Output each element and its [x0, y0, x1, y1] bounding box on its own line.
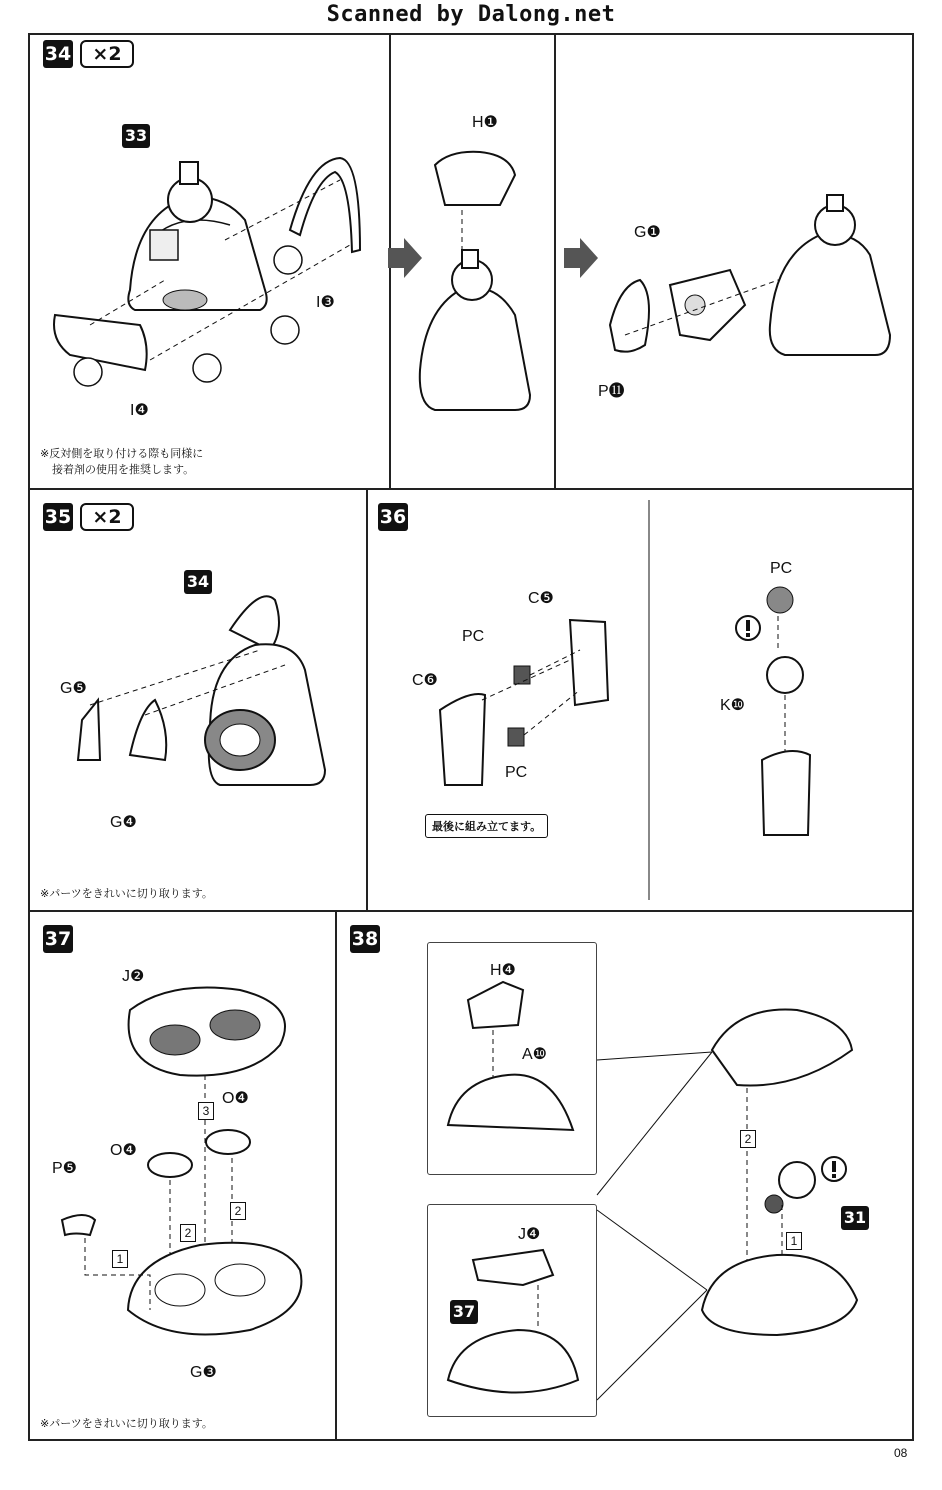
- part-label-a10: A❿: [522, 1046, 548, 1063]
- seq-marker-3: 3: [198, 1102, 214, 1120]
- seq-marker-1: 1: [112, 1250, 128, 1268]
- scan-credit: Scanned by Dalong.net: [326, 2, 616, 27]
- step-34-number: 34: [43, 40, 73, 68]
- part-label-o4-b: O❹: [110, 1142, 137, 1159]
- caution-icon: [820, 1155, 848, 1183]
- step-35-multiplier: ×2: [80, 503, 134, 531]
- part-label-j4: J❹: [518, 1226, 541, 1243]
- row-divider-2: [28, 910, 914, 912]
- step-37-number: 37: [43, 925, 73, 953]
- step-38-drawing-main: [597, 990, 917, 1490]
- step-34-note-line1: ※反対側を取り付ける際も同様に: [40, 447, 204, 460]
- part-label-i4: I❹: [130, 402, 149, 419]
- part-label-pc-c: PC: [770, 560, 793, 577]
- page-number: 08: [894, 1446, 908, 1460]
- part-label-j2: J❷: [122, 968, 145, 985]
- step-34-multiplier: ×2: [80, 40, 134, 68]
- step-36-divider: [640, 500, 660, 900]
- seq-marker-1: 1: [786, 1232, 802, 1250]
- step-35-number: 35: [43, 503, 73, 531]
- part-label-g4: G❹: [110, 814, 137, 831]
- step-38-ref-31: 31: [841, 1206, 869, 1230]
- seq-marker-2a: 2: [180, 1224, 196, 1242]
- step-37-note: ※パーツをきれいに切り取ります。: [40, 1417, 213, 1430]
- step-36-number: 36: [378, 503, 408, 531]
- step-36-callout: 最後に組み立てます。: [425, 814, 548, 838]
- part-label-h1: H❶: [472, 114, 498, 131]
- part-label-g5: G❺: [60, 680, 87, 697]
- part-label-k10: K❿: [720, 697, 746, 714]
- part-label-g1: G❶: [634, 224, 661, 241]
- part-label-p11: P⓫: [598, 383, 625, 400]
- part-label-pc-a1: PC: [462, 628, 485, 645]
- step-35-drawing: [70, 590, 330, 790]
- row-divider-1: [28, 488, 914, 490]
- part-label-i3: I❸: [316, 294, 335, 311]
- seq-marker-2b: 2: [230, 1202, 246, 1220]
- step-34-ref-33: 33: [122, 124, 150, 148]
- arrow-right-icon: [562, 238, 602, 278]
- part-label-p5: P❺: [52, 1160, 78, 1177]
- step-35-ref-34: 34: [184, 570, 212, 594]
- step-34-note-line2: 接着剤の使用を推奨します。: [52, 463, 195, 476]
- step-34-drawing-body: [30, 140, 420, 440]
- part-label-pc-a2: PC: [505, 764, 528, 781]
- caution-icon: [734, 614, 762, 642]
- step-38-drawing-top: [428, 960, 598, 1160]
- step-38-ref-37: 37: [450, 1300, 478, 1324]
- arrow-right-icon: [386, 238, 426, 278]
- step-37-drawing: [50, 970, 350, 1390]
- part-label-o4-a: O❹: [222, 1090, 249, 1107]
- step-36-drawing-left: [430, 610, 630, 810]
- seq-marker-2: 2: [740, 1130, 756, 1148]
- part-label-c5: C❺: [528, 590, 554, 607]
- part-label-c6: C❻: [412, 672, 438, 689]
- part-label-h4: H❹: [490, 962, 516, 979]
- col-divider-35: [366, 488, 368, 911]
- step-38-number: 38: [350, 925, 380, 953]
- step-35-note: ※パーツをきれいに切り取ります。: [40, 887, 213, 900]
- part-label-g3: G❸: [190, 1364, 217, 1381]
